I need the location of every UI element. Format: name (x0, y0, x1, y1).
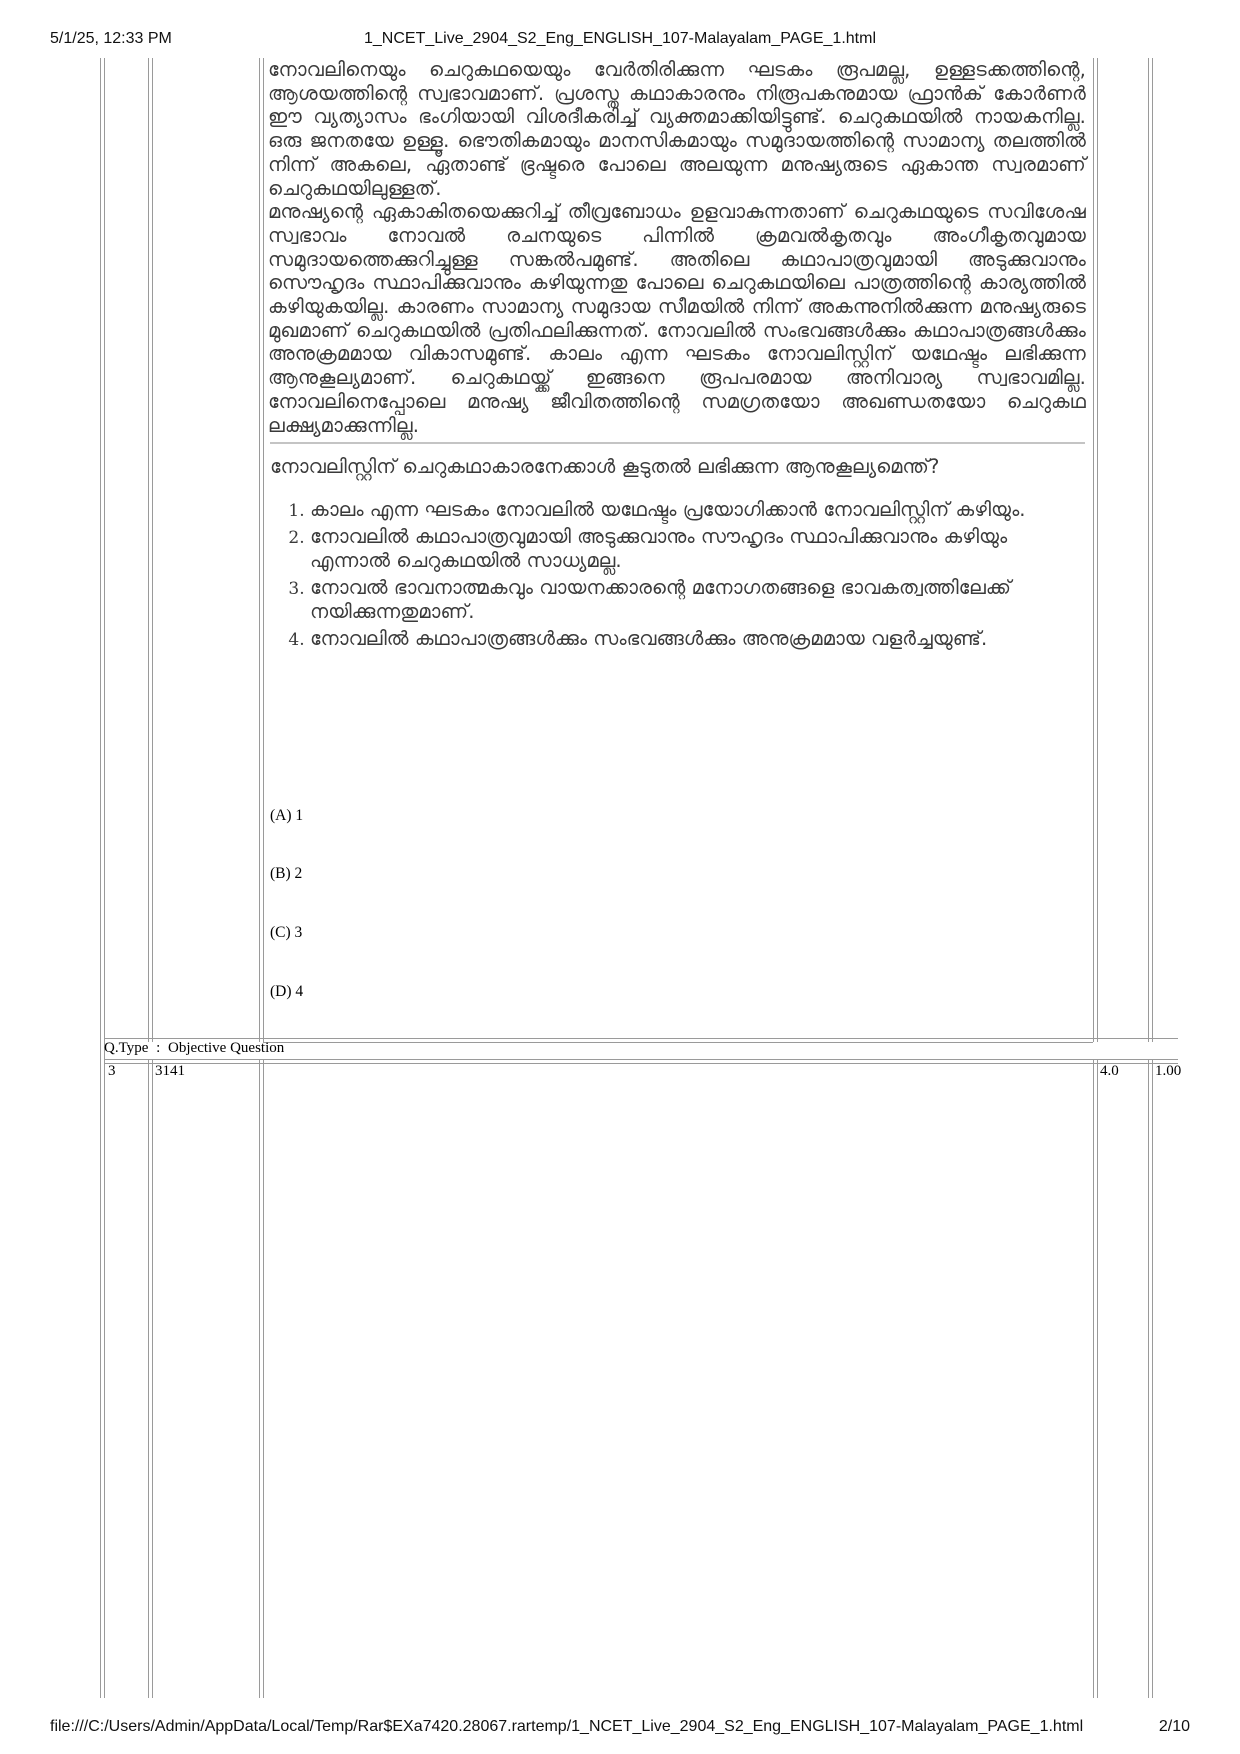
row-divider-bottom-inner (263, 1042, 1093, 1043)
print-datetime: 5/1/25, 12:33 PM (50, 30, 172, 47)
next-row-top (104, 1059, 1178, 1060)
col-divider-marks (1148, 58, 1149, 1042)
table-border-left-inner (104, 58, 105, 1698)
col-divider-marks-inner (1152, 58, 1153, 1042)
col-divider-serial-inner (152, 58, 153, 1042)
passage-paragraph-2: മനുഷ്യന്റെ ഏകാകിതയെക്കുറിച്ച് തീവ്രബോധം ഉളവാകുന്നതാണ് ചെറുകഥയുടെ സവിശേഷ സ്വഭാവം നോവൽ രചനയുടെ പിന്നിൽ ക്രമവൽകൃതവും അംഗീകൃതവുമായ സമുദായത്തെക്കുറിച്ചുള്ള സങ്കൽപമുണ്ട്. അതിലെ കഥാപാത്രവുമായി അടുക്കുവാനും സൌഹൃദം സ്ഥാപിക്കുവാനും കഴിയുന്നതു പോലെ ചെറുകഥയിലെ പാത്രത്തിന്റെ കാര്യത്തിൽ കഴിയുകയില്ല. കാരണം സാമാന്യ സമുദായ സീമയിൽ നിന്ന് അകന്നുനിൽക്കുന്ന മനുഷ്യരുടെ മുഖമാണ് ചെറുകഥയിൽ പ്രതിഫലിക്കുന്നത്. നോവലിൽ സംഭവങ്ങൾക്കും കഥാപാത്രങ്ങൾക്കും അനുക്രമമായ വികാസമുണ്ട്. കാലം എന്ന ഘടകം നോവലിസ്റ്റിന് യഥേഷ്ടം ലഭിക്കുന്ന ആനുകൂല്യമാണ്. ചെറുകഥയ്ക്ക് ഇങ്ങനെ രൂപപരമായ അനിവാര്യ സ്വഭാവമില്ല. നോവലിനെപ്പോലെ മനുഷ്യ ജീവിതത്തിന്റെ സമഗ്രതയോ അഖണ്ഡതയോ ചെറുകഥ ലക്ഷ്യമാക്കുന്നില്ല. (268, 200, 1086, 437)
next-question-serial: 3 (108, 1063, 116, 1079)
choice-b: (B) 2 (270, 865, 303, 882)
next-row-col-marks-inner (1152, 1059, 1153, 1698)
print-footer (0, 1718, 1240, 1748)
next-question-marks: 4.0 (1100, 1063, 1119, 1079)
col-divider-id-inner (263, 58, 264, 1042)
statement-item-1: 1. കാലം എന്ന ഘടകം നോവലിൽ യഥേഷ്ടം പ്രയോഗിക്കാൻ നോവലിസ്റ്റിന് കഴിയും. (310, 498, 1088, 523)
table-border-left-outer (100, 58, 101, 1698)
print-header (0, 30, 1240, 60)
print-page-title: 1_NCET_Live_2904_S2_Eng_ENGLISH_107-Malayalam_PAGE_1.html (364, 30, 876, 47)
qtype-label: Q.Type (104, 1040, 149, 1056)
next-row-col-id (259, 1059, 260, 1698)
next-row-top-inner (104, 1063, 1178, 1064)
col-divider-question (1093, 58, 1094, 1042)
next-row-col-marks (1148, 1059, 1149, 1698)
choice-d: (D) 4 (270, 983, 304, 1000)
next-question-id: 3141 (155, 1063, 185, 1079)
statement-item-3: 3. നോവൽ ഭാവനാത്മകവും വായനക്കാരന്റെ മനോഗതങ്ങളെ ഭാവകത്വത്തിലേക്ക് നയിക്കുന്നതുമാണ്. (310, 576, 1088, 625)
col-divider-serial (148, 58, 149, 1042)
qtype-separator: : (156, 1040, 161, 1056)
col-divider-question-inner (1097, 58, 1098, 1042)
print-page-number: 2/10 (1158, 1718, 1190, 1735)
statement-item-4: 4. നോവലിൽ കഥാപാത്രങ്ങൾക്കും സംഭവങ്ങൾക്കും അനുക്രമമായ വളർച്ചയുണ്ട്. (310, 627, 1088, 652)
qtype-value: Objective Question (168, 1040, 285, 1056)
col-divider-id (259, 58, 260, 1042)
passage (268, 58, 1086, 437)
question-type-row (104, 1040, 284, 1057)
question-text: നോവലിസ്റ്റിന് ചെറുകഥാകാരനേക്കാൾ കൂടുതൽ ലഭിക്കുന്ന ആനുകൂല്യമെന്ത്? (270, 455, 940, 479)
next-row-col-id-inner (263, 1059, 264, 1698)
choice-c: (C) 3 (270, 924, 303, 941)
print-file-path: file:///C:/Users/Admin/AppData/Local/Temp/Rar$EXa7420.28067.rartemp/1_NCET_Live_2904_S2_Eng_ENGLISH_107-Malayalam_PAGE_1.html (50, 1718, 1084, 1735)
statement-list (268, 498, 1088, 651)
next-row-col-question (1093, 1059, 1094, 1698)
passage-paragraph-1: നോവലിനെയും ചെറുകഥയെയും വേർതിരിക്കുന്ന ഘടകം രൂപമല്ല, ഉള്ളടക്കത്തിന്റെ, ആശയത്തിന്റെ സ്വഭാവമാണ്. പ്രശസ്ത കഥാകാരനും നിരൂപകനുമായ ഫ്രാൻക് കോർണർ ഈ വ്യത്യാസം ഭംഗിയായി വിശദീകരിച്ച് വ്യക്തമാക്കിയിട്ടുണ്ട്. ചെറുകഥയിൽ നായകനില്ല. ഒരു ജനതയേ ഉള്ളൂ. ഭൌതികമായും മാനസികമായും സമുദായത്തിന്റെ സാമാന്യ തലത്തിൽ നിന്ന് അകലെ, ഏതാണ്ട് ഭ്രഷ്ടരെ പോലെ അലയുന്ന മനുഷ്യരുടെ ഏകാന്ത സ്വരമാണ് ചെറുകഥയിലുള്ളത്. (268, 58, 1086, 200)
next-row-col-serial-inner (152, 1059, 153, 1698)
question-panel (268, 58, 1088, 1042)
choice-a: (A) 1 (270, 807, 304, 824)
next-question-negative-marks: 1.00 (1155, 1063, 1182, 1079)
passage-separator (270, 442, 1085, 444)
next-row-col-serial (148, 1059, 149, 1698)
next-row-col-question-inner (1097, 1059, 1098, 1698)
statement-item-2: 2. നോവലിൽ കഥാപാത്രവുമായി അടുക്കുവാനും സൗഹൃദം സ്ഥാപിക്കുവാനും കഴിയും എന്നാൽ ചെറുകഥയിൽ സാധ്യമല്ല. (310, 525, 1088, 574)
